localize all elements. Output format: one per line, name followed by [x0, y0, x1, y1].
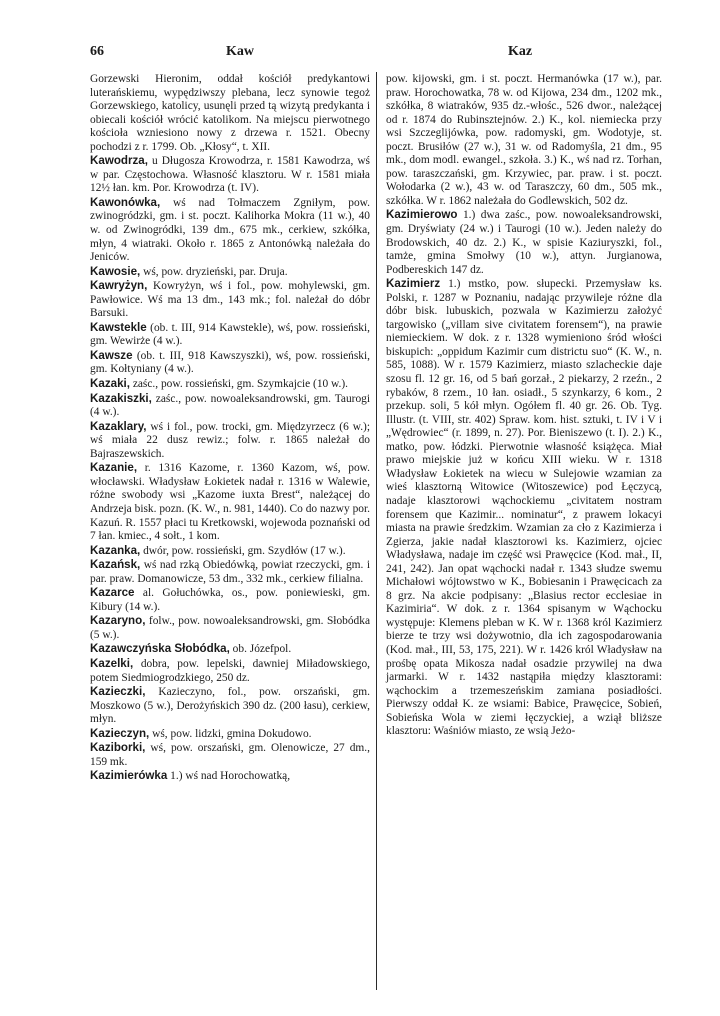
- entry-text: 1.) dwa zaśc., pow. nowoaleksandrowski, gm. Dryświaty (24 w.) i Taurogi (10 w.). Jeden należy do Brodowskich, 40 dz. 2.) K., w spisie Kaziuryszki, fol., tamże, gmina Smołwy (10 w.), attyn. Jurgianowa, Podbereskich 147 dz.: [386, 209, 662, 276]
- entry-headword: Kazimierówka: [90, 769, 168, 783]
- entry-text: zaśc., pow. rossieński, gm. Szymkajcie (10 w.).: [129, 378, 349, 391]
- entry-text: al. Gołuchówka, os., pow. poniewieski, gm. Kibury (14 w.).: [90, 587, 370, 613]
- entry-headword: Kazaryno,: [90, 614, 146, 628]
- entry-text: pow. kijowski, gm. i st. poczt. Hermanówka (17 w.), par. praw. Horochowatka, 78 w. od Kijowa, 234 dm., 1202 mk., szkółka, 8 wiatraków, 935 dz.-włośc., 526 dwor., należącej od r. 1874 do Rubinsztejnów. 2.) K., kol. niemiecka przy wsi Szczeglijówka, pow. radomyski, gm. Wodotyje, st. poczt. Brusiłów (27 w.), 31 w. od Radomyśla, 21 dm., 95 mk., dom modl. ewangel., szkoła. 3.) K., wś nad rz. Torhan, pow. taraszczański, gm. Krzywiec, par. praw. i st. poczt. Wołodarka (2 w.), 43 w. od Taraszczy, 60 dm., 505 mk., szkółka. W r. 1862 należała do Godlewskich, 502 dz.: [386, 73, 662, 207]
- page-header: [90, 44, 662, 64]
- entry-text: Kowryżyn, wś i fol., pow. mohylewski, gm. Pawłowice. Wś ma 13 dm., 143 mk.; fol. należał do dóbr Barsuki.: [90, 280, 370, 320]
- entry-text: dobra, pow. lepelski, dawniej Miładowskiego, potem Siedmiogrodzkiego, 250 dz.: [90, 657, 370, 684]
- entry: [90, 321, 370, 349]
- entry-headword: Kazieczki,: [90, 685, 146, 699]
- entry: [386, 277, 662, 739]
- entry: [90, 196, 370, 265]
- entry: [90, 154, 370, 196]
- entry-text: 1.) mstko, pow. słupecki. Przemysław ks. Polski, r. 1287 w Poznaniu, nadając przywileje różne dla dóbr bisk. lubuskich, pozwala w Kazimierzu założyć targowisko („villam sive civitatem forensem“), na prawie niemieckiem. W dok. z r. 1328 wymieniono śród włości biskupich: „oppidum Kazimir cum districtu suo“ (K. W., n. 585, 1088). W r. 1579 Kazimierz, miasto szlacheckie daje szosu fl. 12 gr. 16, od 5 bań gorzał., 2 piekarzy, 2 rzeźn., 2 rybaków, 8 rzem., 10 łan. osiadł., 5 szynkarzy, 6 kom., 2 przekup. soli, 5 kół młyn. Ogółem fl. 40 gr. 26. Ob. Tyg. Illustr. (t. VIII, str. 402) Spraw. kom. hist. sztuki, t. IV i V i „Wędrowiec“ (r. 1899, n. 27). Por. Bieniszewo (t. I). 2.) K., matko, pow. łódzki. Pierwotnie własność książęca. Miał prawo miejskie już w końcu XIII wieku. W r. 1318 Władysław Łokietek na wiecu w Sulejowie wzamian za wieś klasztorną Witowice (Witoszewice) pod Łęczycą, nadaje klasztorowi wąchockiemu „civitatem nostram forensem que Kazimir... nominatur“, z prawem lokacyi miasta na prawie średzkim. Wzamian za cło z Kazimierza i Zgierza, jakie nadał klasztorowi ks. Kazimierz, ojciec Władysława, nadaje im część wsi Prawęcice (Kod. mał., II, 241, 242). Jan opat wąchocki nadał r. 1343 słudze swemu Michałowi wójtowstwo w K., Bobiesanin i Prawęcicach za 8 grz. Na akcie podpisany: „Blasius rector ecclesiae in Kazimiria“. W dok. z r. 1364 spisanym w Wąchocku występuje: Klemens pleban w K. W r. 1368 król Kazimierz bierze te trzy wsi dożywotnio, dla ich zagospodarowania (Kod. mał., III, 53, 175, 221). W r. 1426 król Władysław na prośbę opata Mikosza nadał osadzie przywilej na dwa jarmarki. W r. 1432 nastąpiła między klasztorami: wąchockim a trzemeszeńskim zamiana posiadłości. Pierwszy oddał K. ze wsiami: Babice, Prawęcice, Sobień, Sobieńska Wola w ziemi łęczyckiej, a wziął bliższe klasztoru: Waśniów miasto, ze wsią Jeżo-: [386, 278, 662, 738]
- entry-headword: Kaziborki,: [90, 741, 146, 755]
- entry: [90, 349, 370, 377]
- entry: [90, 420, 370, 462]
- entry: [386, 72, 662, 208]
- entry-headword: Kazanka,: [90, 543, 141, 557]
- entry-text: zaśc., pow. nowoaleksandrowski, gm. Taurogi (4 w.).: [90, 392, 370, 419]
- entry: [90, 769, 370, 784]
- entry-headword: Kawsze: [90, 348, 133, 362]
- entry-text: ob. Józefpol.: [229, 643, 292, 656]
- entry-text: r. 1316 Kazome, r. 1360 Kazom, wś, pow. włocławski. Władysław Łokietek nadał r. 1316 w Walewie, różne swobody wsi „Kazome iuxta Brest“, należącej do Andrzeja bisk. pozn. (K. W., n. 981, 1440). Co do nazwy por. Kazuń. R. 1557 płaci tu Kretkowski, wojewoda poznański od 7 łan. kmiec., 4 sołt., 1 kom.: [90, 462, 370, 543]
- entry: [90, 377, 370, 392]
- entry: [90, 544, 370, 559]
- entry: [90, 279, 370, 321]
- entry-text: 1.) wś nad Horochowatką,: [167, 770, 291, 783]
- entry: [90, 727, 370, 742]
- entry-text: (ob. t. III, 918 Kawszyszki), wś, pow. rossieński, gm. Kołtyniany (4 w.).: [90, 349, 370, 376]
- entry-text: wś, pow. lidzki, gmina Dokudowo.: [149, 727, 312, 740]
- entry-headword: Kawodrza,: [90, 154, 148, 168]
- entry-headword: Kawryżyn,: [90, 279, 148, 293]
- left-column: [90, 72, 370, 784]
- entry-headword: Kawonówka,: [90, 195, 161, 209]
- entry: [90, 265, 370, 280]
- entry-headword: Kawosie,: [90, 264, 141, 278]
- entry: [90, 586, 370, 614]
- entry-headword: Kazawczyńska Słobódka,: [90, 642, 230, 656]
- entry: [90, 461, 370, 543]
- entry-headword: Kazaki,: [90, 377, 130, 391]
- entry-text: (ob. t. III, 914 Kawstekle), wś, pow. rossieński, gm. Wewirże (4 w.).: [90, 321, 370, 348]
- entry-headword: Kazimierz: [386, 277, 441, 291]
- entry: [90, 72, 370, 154]
- entry-headword: Kawstekle: [90, 320, 147, 334]
- entry-text: Kazieczyno, fol., pow. orszański, gm. Moszkowo (5 w.), Derożyńskich 390 dz. (200 łasu), cerkiew, młyn.: [90, 686, 370, 726]
- entry: [90, 392, 370, 420]
- entry-headword: Kazanie,: [90, 461, 138, 475]
- entry-headword: Kazelki,: [90, 656, 134, 670]
- entry-text: dwór, pow. rossieński, gm. Szydłów (17 w.).: [140, 544, 346, 557]
- entry: [90, 657, 370, 685]
- entry-text: wś i fol., pow. trocki, gm. Międzyrzecz (6 w.); wś miała 22 dusz rewiz.; folw. r. 1865 należał do Bajraszewskich.: [90, 420, 370, 460]
- entry-headword: Kazarce: [90, 586, 135, 600]
- entry-text: wś, pow. dryzieński, par. Druja.: [140, 265, 288, 278]
- guide-word-left: Kaw: [226, 44, 254, 59]
- entry: [90, 685, 370, 727]
- entry-text: wś nad Tołmaczem Zgniłym, pow. zwinogródzki, gm. i st. poczt. Kalihorka Mokra (11 w.), 40 w. od Zwinogródki, 139 dm., 675 mk., cerkiew, szkółka, młyn, 4 wiatraki. Około r. 1865 z Antonówką należała do Jeniców.: [90, 196, 370, 264]
- entry-text: Gorzewski Hieronim, oddał kościół predykantowi luterańskiemu, wypędziwszy plebana, lecz synowie tegoż Gorzewskiego, katolicy, usunęli przed tą wizytą predykanta i obiecali kościół wrócić katolikom. Na miejscu pierwotnego kościoła wzniesiono nowy z drzewa r. 1521. Obecny pochodzi z r. 1799. Ob. „Kłosy“, t. XII.: [90, 73, 370, 153]
- entry: [90, 642, 370, 657]
- entry-headword: Kazaklary,: [90, 419, 147, 433]
- entry: [386, 208, 662, 277]
- right-column: [386, 72, 662, 739]
- entry-text: wś nad rzką Obiedówką, powiat rzeczycki, gm. i par. praw. Domanowicze, 53 dm., 332 mk., cerkiew filialna.: [90, 559, 370, 585]
- column-divider: [376, 72, 377, 990]
- entry-text: wś, pow. orszański, gm. Olenowicze, 27 dm., 159 mk.: [90, 742, 370, 768]
- entry-headword: Kazańsk,: [90, 558, 141, 572]
- entry-headword: Kazimierowo: [386, 208, 458, 222]
- entry-text: folw., pow. nowoaleksandrowski, gm. Słobódka (5 w.).: [90, 615, 370, 641]
- entry-headword: Kazakiszki,: [90, 391, 152, 405]
- entry: [90, 614, 370, 642]
- entry-headword: Kazieczyn,: [90, 726, 150, 740]
- entry-text: u Długosza Krowodrza, r. 1581 Kawodrza, wś w par. Częstochowa. Własność klasztoru. W r. 1581 miała 12½ łan. km. Por. Krowodrza (t. IV).: [90, 155, 370, 195]
- entry: [90, 741, 370, 769]
- guide-word-right: Kaz: [508, 44, 533, 59]
- page-number: 66: [90, 44, 104, 59]
- entry: [90, 558, 370, 586]
